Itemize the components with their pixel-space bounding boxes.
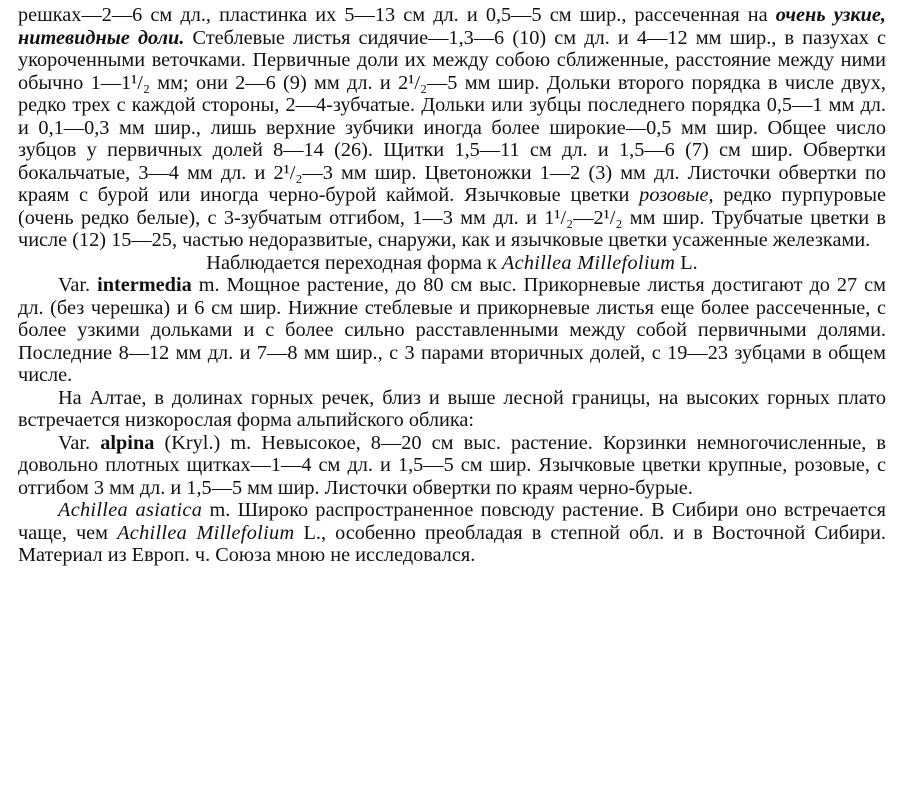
italic-text-run: розовые, [639, 184, 714, 206]
text-run: L., особенно преобладая в степной обл. и в Восточной Сибири. Материал из Европ. ч. Союза мною не исследовался. [18, 521, 887, 566]
text-run: Стеблевые листья сидячие—1,3—6 (10) см дл. и 4—12 мм шир., в пазухах с укороченными веточками. Первичные доли их между собою сближенные, расстояние между ними обычно 1—1¹/₂ мм; они 2—6 (9) мм дл. и 2¹/₂—5 мм шир. Дольки второго порядка в числе двух, редко трех с каждой стороны, 2—4-зубчатые. Дольки или зубцы последнего порядка 0,5—1 мм дл. и 0,1—0,3 мм шир., лишь верхние зубчики иногда более широкие—0,5 мм шир. Общее число зубцов у первичных долей 8—14 (26). Щитки 1,5—11 см дл. и 1,5—6 (7) см шир. Обвертки бокальчатые, 3—4 мм дл. и 2¹/₂—3 мм шир. Цветоножки 1—2 (3) мм дл. Листочки обвертки по краям с бурой или иногда черно-бурой каймой. Язычковые цветки [18, 26, 887, 206]
species-name: Achillea Millefolium [117, 521, 295, 544]
text-run: Наблюдается переходная форма к [206, 251, 502, 274]
variety-name: alpina [100, 431, 155, 454]
text-run: m. Мощное растение, до 80 см выс. Прикорневые листья достигают до 27 см дл. (без черешка) и 6 см шир. Нижние стеблевые и прикорневые листья еще более рассеченные, с более узкими дольками и с более сильно расставленными между собой первичными долями. Последние 8—12 мм дл. и 7—8 мм шир., с 3 парами вторичных долей, с 19—23 зубцами в общем числе. [18, 274, 886, 386]
text-run: На Алтае, в долинах горных речек, близ и выше лесной границы, на высоких горных плато встречается низкорослая форма альпийского облика: [18, 386, 886, 431]
species-name: Achillea Millefolium [501, 251, 676, 274]
text-run: редко пурпуровые (очень редко белые), с 3-зубчатым отгибом, 1—3 мм дл. и 1¹/₂—2¹/₂ мм шир. Трубчатые цветки в числе (12) 15—25, частью недоразвитые, снаружи, как и язычковые цветки усаженные железками. [18, 184, 886, 251]
paragraph-var-alpina [18, 432, 886, 500]
variety-name: intermedia [97, 274, 192, 296]
paragraph-var-intermedia [18, 274, 886, 387]
italic-text-run: очень узкие, нитевидные доли. [18, 4, 886, 49]
paragraph-transitional-form [18, 252, 886, 275]
text-run: (Kryl.) m. Невысокое, 8—20 см выс. растение. Корзинки немногочисленные, в довольно плотных щитках—1—4 см дл. и 1,5—5 см шир. Язычковые цветки крупные, розовые, с отгибом 3 мм дл. и 1,5—5 мм шир. Листочки обвертки по краям черно-бурые. [18, 431, 886, 499]
text-run: Var. [58, 274, 98, 296]
text-run: L. [675, 251, 698, 274]
paragraph-asiatica [18, 499, 886, 567]
text-run: Var. [58, 431, 101, 454]
species-name: Achillea asiatica [58, 499, 203, 521]
text-run: решках—2—6 см дл., пластинка их 5—13 см дл. и 0,5—5 см шир., рассеченная на [18, 4, 776, 26]
paragraph-description [18, 4, 886, 252]
document-page [18, 4, 886, 567]
paragraph-altai [18, 387, 886, 432]
text-run: m. Широко распространенное повсюду растение. В Сибири оно встречается чаще, чем [18, 499, 886, 544]
